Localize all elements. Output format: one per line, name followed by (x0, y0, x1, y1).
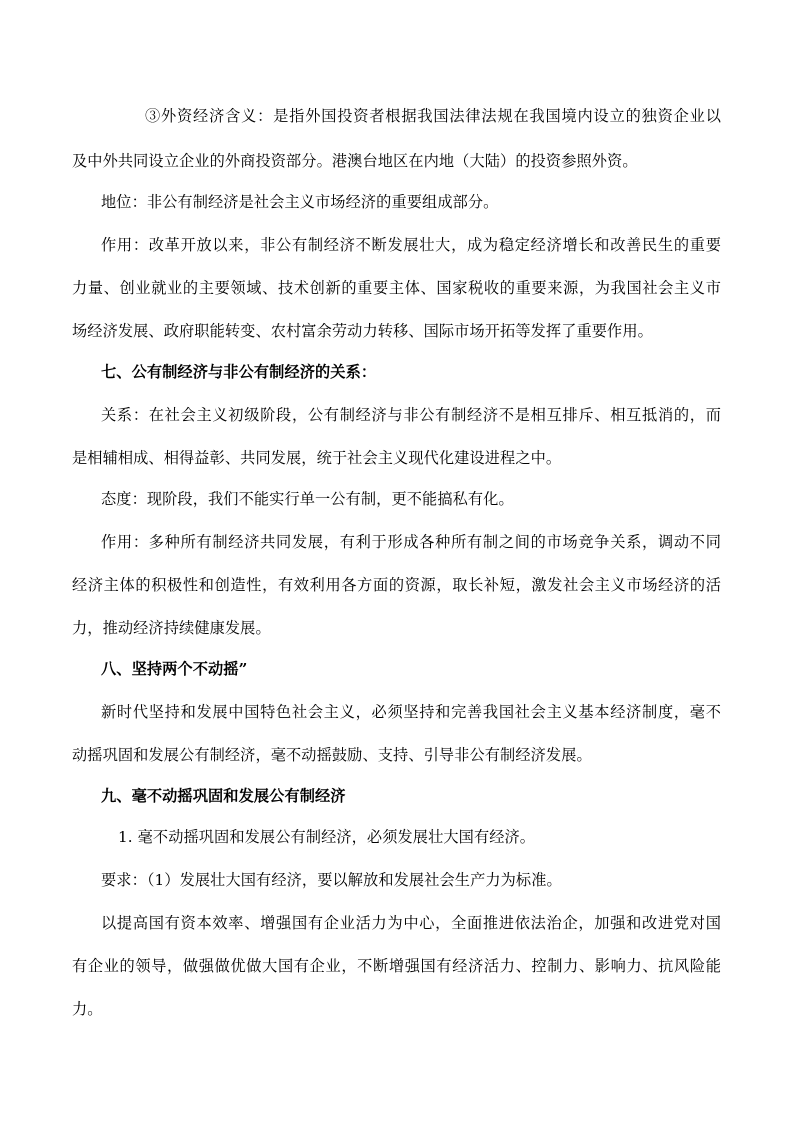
paragraph-relation-line-2: 是相辅相成、相得益彰、共同发展，统于社会主义现代化建设进程之中。 (72, 449, 562, 467)
paragraph-role-line-3: 场经济发展、政府职能转变、农村富余劳动力转移、国际市场开拓等发挥了重要作用。 (72, 322, 653, 340)
paragraph-role-line-2: 力量、创业就业的主要领域、技术创新的重要主体、国家税收的重要来源，为我国社会主义市 (72, 279, 721, 297)
paragraph-effect-line-2: 经济主体的积极性和创造性，有效利用各方面的资源，取长补短，激发社会主义市场经济的活 (72, 576, 721, 594)
paragraph-efficiency-line-2: 有企业的领导，做强做优做大国有企业，不断增强国有经济活力、控制力、影响力、抗风险能 (72, 957, 721, 975)
section-heading-9: 九、毫不动摇巩固和发展公有制经济 (101, 787, 346, 805)
paragraph-new-era-line-2: 动摇巩固和发展公有制经济，毫不动摇鼓励、支持、引导非公有制经济发展。 (72, 746, 592, 764)
paragraph-requirement: 要求：（1）发展壮大国有经济，要以解放和发展社会生产力为标准。 (101, 871, 562, 889)
paragraph-role-line-1: 作用：改革开放以来，非公有制经济不断发展壮大，成为稳定经济增长和改善民生的重要 (101, 236, 721, 254)
paragraph-new-era-line-1: 新时代坚持和发展中国特色社会主义，必须坚持和完善我国社会主义基本经济制度，毫不 (101, 703, 721, 721)
paragraph-foreign-capital-line-1: ③外资经济含义：是指外国投资者根据我国法律法规在我国境内设立的独资企业以 (145, 107, 721, 125)
paragraph-relation-line-1: 关系：在社会主义初级阶段，公有制经济与非公有制经济不是相互排斥、相互抵消的，而 (101, 406, 721, 424)
numbered-item-1: 1. 毫不动摇巩固和发展公有制经济，必须发展壮大国有经济。 (118, 828, 536, 846)
paragraph-effect-line-3: 力，推动经济持续健康发展。 (72, 619, 271, 637)
paragraph-foreign-capital-line-2: 及中外共同设立企业的外商投资部分。港澳台地区在内地（大陆）的投资参照外资。 (72, 152, 638, 170)
paragraph-status: 地位：非公有制经济是社会主义市场经济的重要组成部分。 (101, 193, 499, 211)
paragraph-efficiency-line-1: 以提高国有资本效率、增强国有企业活力为中心，全面推进依法治企，加强和改进党对国 (101, 914, 721, 932)
paragraph-efficiency-line-3: 力。 (72, 1000, 103, 1018)
section-heading-7: 七、公有制经济与非公有制经济的关系： (101, 363, 377, 381)
paragraph-attitude: 态度：现阶段，我们不能实行单一公有制，更不能搞私有化。 (101, 490, 514, 508)
section-heading-8: 八、坚持两个不动摇” (101, 660, 248, 678)
paragraph-effect-line-1: 作用：多种所有制经济共同发展，有利于形成各种所有制之间的市场竞争关系，调动不同 (101, 533, 721, 551)
